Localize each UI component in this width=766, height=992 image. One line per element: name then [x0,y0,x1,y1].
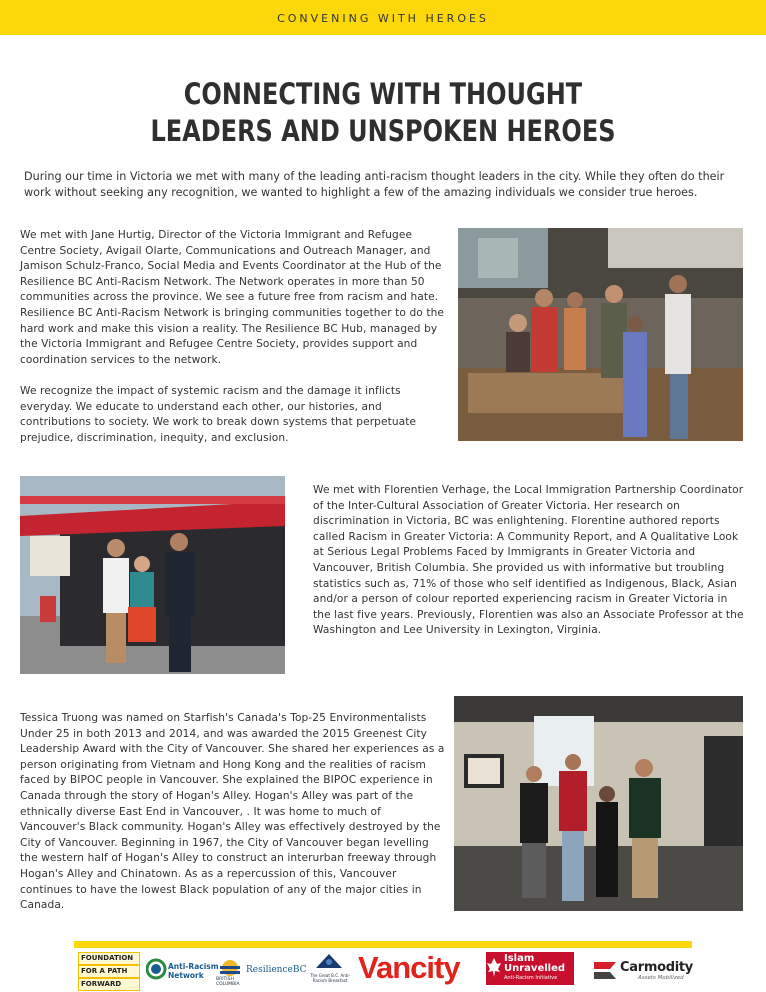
carmodity-mark-icon [590,950,620,988]
gbc-label: The Great B.C. Anti-Racism Breakfast [310,973,350,983]
fpf-line-1: FOUNDATION [78,952,140,965]
islam-line-1: Islam [504,953,535,964]
resilience-label: ResilienceBC [246,965,307,975]
carmodity-tagline: Assets Mobilized [638,975,684,981]
group-photo-storefront [20,476,285,674]
section2-para: We met with Florentien Verhage, the Local Immigration Partnership Coordinator of the Inter-Cultural Association of Greater Victoria. Her research on discrimination in Victoria, BC was enlightening. Florentine authored reports called Racism in Greater Victoria: A Community Report, and A Qualitative Look at Serious Legal Problems Faced by Immigrants in Greater Victoria and Vancouver, British Columbia. She provided us with informative but troubling statistics such as, 71% of those who self identified as Indigenous, Black, Asian and/or a person of colour reported experiencing racism in Greater Victoria in the last five years. Previously, Florentien was also an Associate Professor at the Washington and Lee University in Lexington, Virginia. [313,484,744,637]
anti-racism-network-logo [146,950,226,988]
maple-leaf-icon [486,952,502,985]
bc-sun-icon [216,950,244,976]
intro-paragraph: During our time in Victoria we met with many of the leading anti-racism thought leaders in the city. While they often do their work without seeking any recognition, we wanted to highlight a few of the amazing individuals we consider true heroes. [24,170,725,199]
group-photo-restaurant [458,228,743,441]
page-title [0,76,766,150]
islam-unravelled-logo [486,952,574,985]
british-columbia-logo [216,950,244,988]
breakfast-icon [308,950,350,972]
resilience-bc-logo [246,950,307,988]
arn-line-2: Network [168,971,204,980]
bc-label: BRITISH COLUMBIA [216,977,240,987]
group-photo-indoor [454,696,743,911]
banner-text: CONVENING WITH HEROES [277,12,489,25]
foundation-path-forward-logo [78,952,140,986]
footer-accent-line [74,941,692,948]
islam-line-2: Unravelled [504,963,566,974]
sponsor-logos [74,950,692,990]
arn-globe-icon [146,950,168,988]
islam-line-3: Anti-Racism Initiative [504,975,558,981]
title-line-1: CONNECTING WITH THOUGHT [183,77,583,111]
top-banner [0,0,766,35]
great-bc-breakfast-logo [308,950,350,988]
carmodity-name: Carmodity [620,960,693,975]
title-line-2: LEADERS AND UNSPOKEN HEROES [150,114,616,148]
section1-para2: We recognize the impact of systemic racism and the damage it inflicts everyday. We educate to understand each other, our histories, and contributions to society. We work to break down systems that perpetuate prejudice, discrimination, inequity, and exclusion. [20,385,417,444]
carmodity-logo [590,950,693,988]
fpf-line-3: FORWARD [78,978,140,991]
vancity-logo [358,950,478,988]
vancity-label: Vancity [358,950,460,985]
section1-para1: We met with Jane Hurtig, Director of the Victoria Immigrant and Refugee Centre Society, Avigail Olarte, Communications and Outreach Manager, and Jamison Schulz-Franco, Social Media and Events Coordinator at the Hub of the Resilience BC Anti-Racism Network. The Network operates in more than 50 communities across the province. We see a future free from racism and hate. Resilience BC Anti-Racism Network is bringing communities together to do the hard work and make this vision a reality. The Resilience BC Hub, managed by the Victoria Immigrant and Refugee Centre Society, provides support and coordination services to the network. [20,229,445,366]
fpf-line-2: FOR A PATH [78,965,140,978]
arn-line-1: Anti-Racism [168,962,219,971]
section3-para: Tessica Truong was named on Starfish's Canada's Top-25 Environmentalists Under 25 in both 2013 and 2014, and was awarded the 2015 Greenest City Leadership Award with the City of Vancouver. She shared her experiences as a person originating from Vietnam and Hong Kong and the realities of racism faced by BIPOC people in Vancouver. She explained the BIPOC experience in Canada through the story of Hogan's Alley. Hogan's Alley was part of the ethnically diverse East End in Vancouver, . It was home to much of Vancouver's Black community. Hogan's Alley was effectively destroyed by the City of Vancouver. Beginning in 1967, the City of Vancouver began levelling the western half of Hogan's Alley to construct an interurban freeway through Hogan's Alley and Chinatown. As as a repercussion of this, Vancouver continues to have the lowest Black population of any of the major cities in Canada. [20,712,445,912]
